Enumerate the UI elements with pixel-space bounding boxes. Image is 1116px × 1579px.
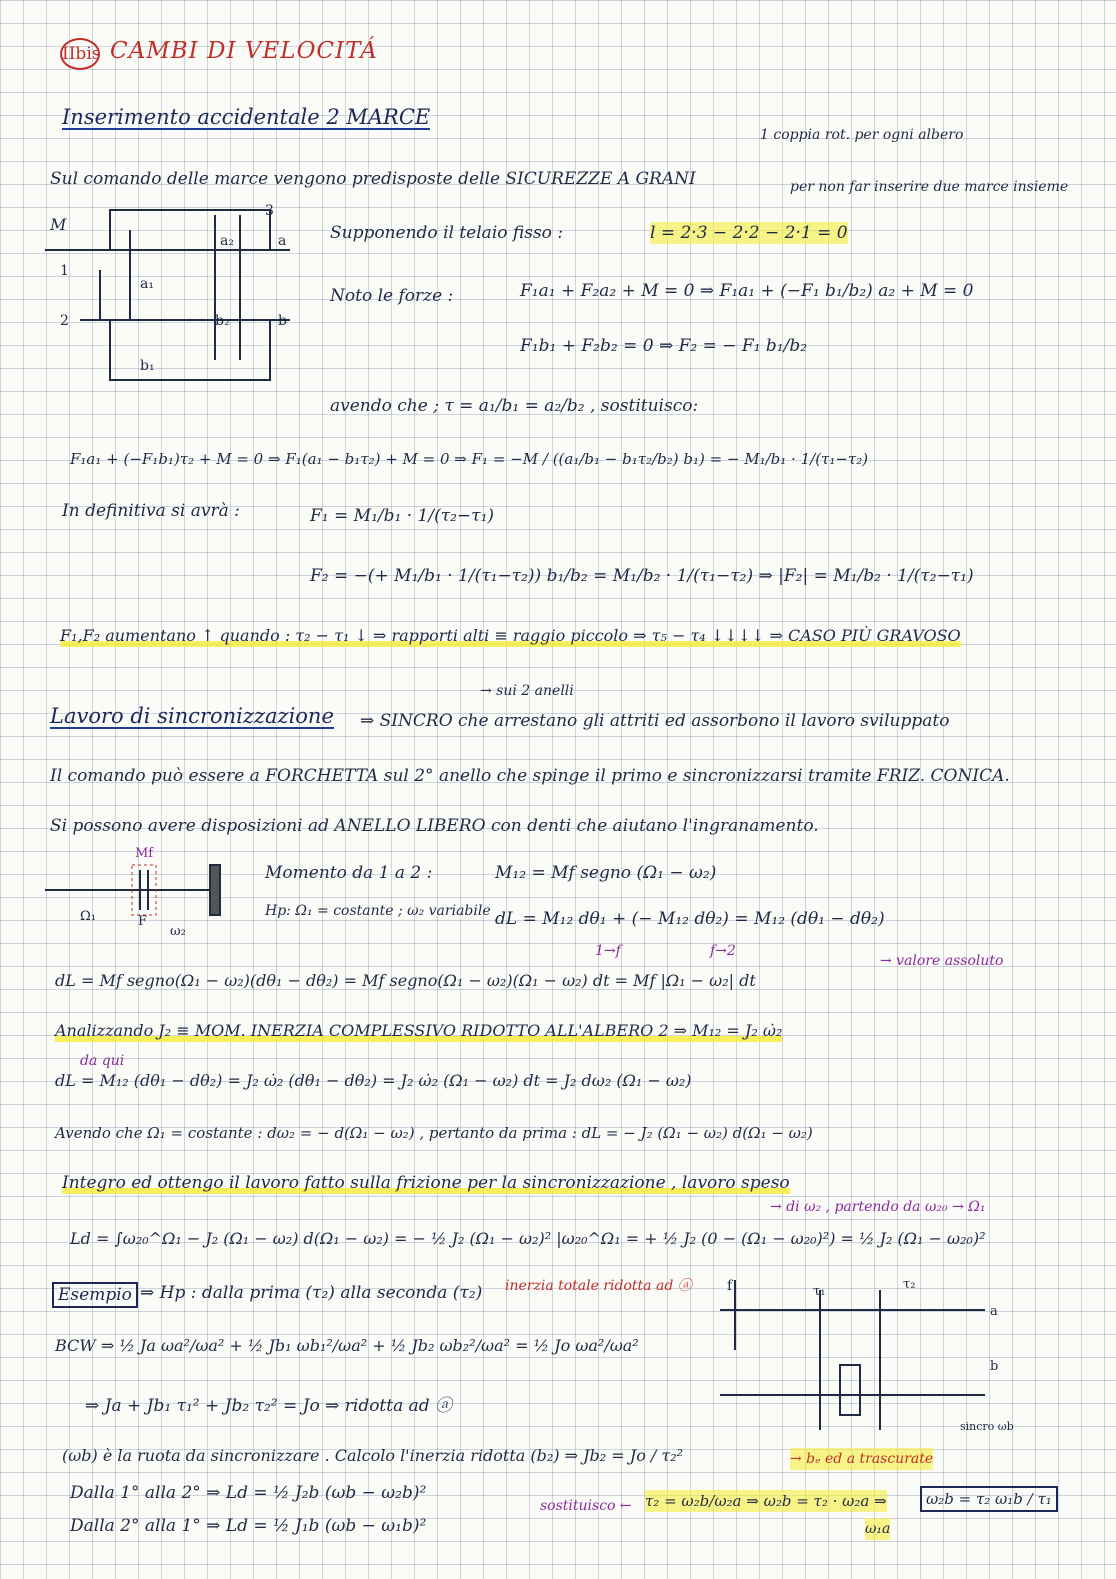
text-forces-label: Noto le forze :	[330, 286, 454, 306]
section-heading-sincronizzazione: Lavoro di sincronizzazione	[50, 704, 334, 728]
chapter-badge: IIbis	[60, 38, 100, 70]
page-title: CAMBI DI VELOCITÁ	[110, 38, 378, 64]
diagram3-label-b: b	[990, 1359, 999, 1374]
diagram1-label-b1: b₁	[140, 358, 155, 374]
diagram2-label-omega2: ω₂	[170, 924, 186, 939]
side-note-coppia: 1 coppia rot. per ogni albero	[760, 127, 964, 143]
formula-eq2: F₁b₁ + F₂b₂ = 0 ⇒ F₂ = − F₁ b₁/b₂	[520, 336, 808, 356]
formula-eq1: F₁a₁ + F₂a₂ + M = 0 ⇒ F₁a₁ + (−F₁ b₁/b₂) a₂ + M = 0	[520, 281, 974, 301]
formula-first-to-second: Dalla 1° alla 2° ⇒ Ld = ½ J₂b (ωb − ω₂b)²	[70, 1483, 427, 1503]
formula-boxed: ω₂b = τ₂ ω₁b / τ₁	[920, 1486, 1058, 1512]
formula-f1: F₁ = M₁/b₁ · 1/(τ₂−τ₁)	[310, 506, 495, 526]
note-insieme: per non far inserire due marce insieme	[790, 179, 1069, 195]
text-forchetta: Il comando può essere a FORCHETTA sul 2° anello che spinge il primo e sincronizzarsi tramite FRIZ. CONICA.	[50, 766, 1010, 786]
gearbox-diagram	[40, 200, 300, 400]
note-1-to-f: 1→f	[595, 943, 621, 959]
text-supposing: Supponendo il telaio fisso :	[330, 223, 564, 243]
label-w1a: ω₁a	[865, 1518, 890, 1540]
diagram3-label-f: f	[727, 1278, 733, 1294]
diagram3-label-a: a	[990, 1304, 998, 1319]
diagram1-label-a2: a₂	[220, 233, 234, 249]
example-gear-diagram	[715, 1270, 1015, 1440]
diagram1-label-3: 3	[265, 203, 274, 219]
formula-dL: dL = M₁₂ dθ₁ + (− M₁₂ dθ₂) = M₁₂ (dθ₁ − dθ₂)	[495, 909, 885, 929]
diagram3-label-sincro: sincro ωb	[960, 1420, 1014, 1433]
diagram3-label-tau1: τ₁	[813, 1284, 826, 1299]
formula-tau-eq: τ₂ = ω₂b/ω₂a ⇒ ω₂b = τ₂ · ω₂a ⇒	[645, 1492, 887, 1510]
diagram1-label-b2: b₂	[215, 313, 230, 329]
text-having-tau: avendo che ; τ = a₁/b₁ = a₂/b₂ , sostituisco:	[330, 396, 699, 416]
note-trascurate: → bₑ ed a trascurate	[790, 1448, 933, 1470]
text-moment-label: Momento da 1 a 2 :	[265, 863, 433, 883]
formula-dL3: dL = M₁₂ (dθ₁ − dθ₂) = J₂ ω̇₂ (dθ₁ − dθ₂) = J₂ ω̇₂ (Ω₁ − ω₂) dt = J₂ dω₂ (Ω₁ − ω₂)	[55, 1071, 692, 1090]
formula-result: ⇒ Ja + Jb₁ τ₁² + Jb₂ τ₂² = Jo ⇒ ridotta ad ⓐ	[85, 1396, 453, 1416]
diagram1-label-2: 2	[60, 313, 69, 329]
formula-dof: l = 2·3 − 2·2 − 2·1 = 0	[650, 223, 848, 243]
diagram2-label-mf: Mf	[135, 846, 154, 861]
diagram2-label-f: F	[138, 914, 148, 929]
formula-second-to-first: Dalla 2° alla 1° ⇒ Ld = ½ J₁b (ωb − ω₁b)²	[70, 1516, 427, 1536]
example-label: Esempio	[52, 1282, 138, 1308]
diagram1-label-1: 1	[60, 263, 69, 279]
formula-bcw: BCW ⇒ ½ Ja ωa²/ωa² + ½ Jb₁ ωb₁²/ωa² + ½ Jb₂ ωb₂²/ωa² = ½ Jo ωa²/ωa²	[55, 1336, 639, 1355]
text-anello-libero: Si possono avere disposizioni ad ANELLO LIBERO con denti che aiutano l'ingranamento.	[50, 816, 819, 836]
formula-dL2: dL = Mf segno(Ω₁ − ω₂)(dθ₁ − dθ₂) = Mf segno(Ω₁ − ω₂)(Ω₁ − ω₂) dt = Mf |Ω₁ − ω₂| dt	[55, 971, 756, 990]
text-analyzing: Analizzando J₂ ≡ MOM. INERZIA COMPLESSIVO RIDOTTO ALL'ALBERO 2 ⇒ M₁₂ = J₂ ω̇₂	[55, 1021, 783, 1040]
formula-eq3: F₁a₁ + (−F₁b₁)τ₂ + M = 0 ⇒ F₁(a₁ − b₁τ₂) + M = 0 ⇒ F₁ = −M / ((a₁/b₁ − b₁τ₂/b₂) b₁) = − M₁/b₁ · 1/(τ₁−τ₂)	[70, 450, 869, 468]
text-sincro: ⇒ SINCRO che arrestano gli attriti ed assorbono il lavoro sviluppato	[360, 711, 950, 731]
diagram1-label-a: a	[278, 233, 287, 249]
text-definitive-label: In definitiva si avrà :	[62, 501, 240, 521]
diagram1-label-b: b	[278, 313, 287, 329]
text-hp: Hp: Ω₁ = costante ; ω₂ variabile	[265, 903, 491, 919]
note-valore-assoluto: → valore assoluto	[880, 953, 1004, 969]
text-example-hp: ⇒ Hp : dalla prima (τ₂) alla seconda (τ₂)	[140, 1283, 483, 1303]
note-sostituisco: sostituisco ←	[540, 1498, 632, 1514]
formula-f2: F₂ = −(+ M₁/b₁ · 1/(τ₁−τ₂)) b₁/b₂ = M₁/b₂ · 1/(τ₁−τ₂) ⇒ |F₂| = M₁/b₂ · 1/(τ₂−τ₁)	[310, 566, 974, 586]
note-inerzia-totale: inerzia totale ridotta ad ⓐ	[505, 1278, 692, 1294]
text-integrate: Integro ed ottengo il lavoro fatto sulla frizione per la sincronizzazione , lavoro speso	[62, 1173, 790, 1193]
section-heading-inserimento: Inserimento accidentale 2 MARCE	[62, 105, 431, 129]
text-conclusion: F₁,F₂ aumentano ↑ quando : τ₂ − τ₁ ↓ ⇒ rapporti alti ≡ raggio piccolo ⇒ τ₅ − τ₄ ↓↓↓↓ ⇒ CASO PIÙ GRAVOSO	[60, 626, 961, 645]
note-integrate: → di ω₂ , partendo da ω₂₀ → Ω₁	[770, 1199, 986, 1215]
text-line-sicurezze: Sul comando delle marce vengono predisposte delle SICUREZZE A GRANI	[50, 169, 696, 189]
clutch-diagram	[40, 845, 240, 940]
diagram2-label-omega1: Ω₁	[80, 909, 96, 924]
note-f-to-2: f→2	[710, 943, 736, 959]
note-da-qui: da qui	[80, 1053, 125, 1069]
text-wb: (ωb) è la ruota da sincronizzare . Calcolo l'inerzia ridotta (b₂) ⇒ Jb₂ = Jo / τ₂²	[62, 1446, 684, 1465]
diagram3-label-tau2: τ₂	[903, 1277, 916, 1292]
note-two-rings: → sui 2 anelli	[480, 683, 574, 699]
diagram1-label-m: M	[50, 215, 67, 234]
formula-Ld: Ld = ∫ω₂₀^Ω₁ − J₂ (Ω₁ − ω₂) d(Ω₁ − ω₂) = − ½ J₂ (Ω₁ − ω₂)² |ω₂₀^Ω₁ = + ½ J₂ (0 − (Ω₁ − ω₂₀)²) = ½ J₂ (Ω₁ − ω₂₀)²	[70, 1229, 986, 1248]
text-having-constant: Avendo che Ω₁ = costante : dω₂ = − d(Ω₁ − ω₂) , pertanto da prima : dL = − J₂ (Ω₁ − ω₂) d(Ω₁ − ω₂)	[55, 1124, 813, 1142]
formula-m12: M₁₂ = Mf segno (Ω₁ − ω₂)	[495, 863, 717, 883]
diagram1-label-a1: a₁	[140, 276, 154, 292]
